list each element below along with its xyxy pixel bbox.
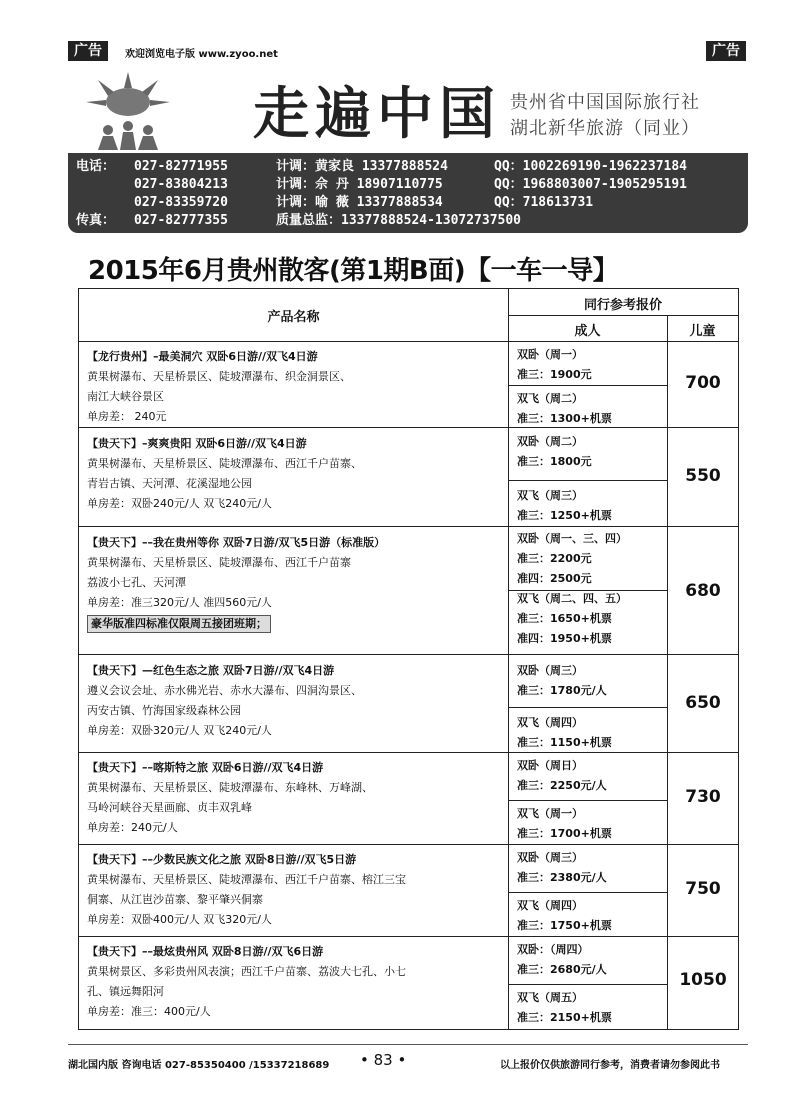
product-line: 马岭河峡谷天星画廊、贞丰双乳峰	[87, 801, 252, 814]
contact-number: 027-83359720	[134, 195, 228, 210]
product-line: 荔波小七孔、天河潭	[87, 576, 186, 589]
price-line: 准三：1750+机票	[517, 919, 612, 932]
product-line: 遵义会议会址、赤水佛光岩、赤水大瀑布、四洞沟景区、	[87, 684, 362, 697]
table-row	[79, 844, 740, 938]
product-line: 黄果树瀑布、天星桥景区、陡坡潭瀑布、西江千户苗寨	[87, 556, 351, 569]
price-line: 准四：2500元	[517, 572, 592, 585]
header-band	[68, 62, 748, 156]
child-price: 700	[685, 373, 721, 393]
cell-divider	[508, 480, 667, 481]
price-line: 准四：1950+机票	[517, 632, 612, 645]
product-line: 孔、镇远舞阳河	[87, 985, 164, 998]
footer-divider	[68, 1044, 748, 1045]
price-line: 双卧：（周四）	[517, 943, 589, 956]
price-line: 双卧（周三）	[517, 664, 583, 677]
price-line: 准三：1150+机票	[517, 736, 612, 749]
product-cell	[87, 347, 505, 427]
product-line: 丙安古镇、竹海国家级森林公园	[87, 704, 241, 717]
product-title: 【贵天下】—红色生态之旅 双卧7日游//双飞4日游	[87, 664, 335, 677]
contact-box	[68, 153, 748, 233]
contact-role: 计调：喻 薇 13377888534	[276, 195, 443, 210]
product-line: 黄果树瀑布、天星桥景区、陡坡潭瀑布、西江千户苗寨、	[87, 457, 362, 470]
col-child-header: 儿童	[689, 324, 716, 339]
table-row	[79, 428, 740, 528]
page-title: 2015年6月贵州散客(第1期B面)【一车一导】	[88, 256, 619, 286]
welcome-text[interactable]: 欢迎浏览电子版 www.zyoo.net	[125, 49, 278, 60]
price-line: 准三：1700+机票	[517, 827, 612, 840]
adult-price-cell	[517, 529, 667, 649]
product-cell	[87, 850, 505, 930]
price-line: 双飞（周四）	[517, 899, 583, 912]
price-line: 双飞（周二）	[517, 392, 583, 405]
col-adult-header: 成人	[574, 324, 601, 339]
product-line: 黄果树瀑布、天星桥景区、陡坡潭瀑布、东峰林、万峰湖、	[87, 781, 373, 794]
product-cell	[87, 758, 505, 838]
footer-right: 以上报价仅供旅游同行参考，消费者请勿参阅此书	[500, 1060, 720, 1071]
price-line: 准三：1900元	[517, 368, 592, 381]
product-line: 单房差：240元/人	[87, 821, 178, 834]
col-price-header: 同行参考报价	[583, 298, 662, 313]
ad-label-right: 广告	[706, 41, 746, 61]
price-line: 准三：1780元/人	[517, 684, 607, 697]
product-title: 【贵天下】––少数民族文化之旅 双卧8日游//双飞5日游	[87, 853, 357, 866]
price-line: 双卧（周三）	[517, 851, 583, 864]
col-product-header: 产品名称	[267, 310, 320, 325]
cell-divider	[508, 800, 667, 801]
contact-number: 027-83804213	[134, 177, 228, 192]
price-line: 准三：2380元/人	[517, 871, 607, 884]
price-line: 准三：1300+机票	[517, 412, 612, 425]
product-title: 【贵天下】––我在贵州等你 双卧7日游/双飞5日游（标准版）	[87, 536, 386, 549]
price-line: 双飞（周四）	[517, 716, 583, 729]
price-line: 准三：2250元/人	[517, 779, 607, 792]
product-line: 黄果树景区、多彩贵州风表演；西江千户苗寨、荔波大七孔、小七	[87, 965, 406, 978]
product-line: 单房差：准三：400元/人	[87, 1005, 211, 1018]
product-line: 南江大峡谷景区	[87, 390, 164, 403]
product-line: 青岩古镇、天河潭、花溪湿地公园	[87, 477, 252, 490]
sun-dancers-logo-icon	[68, 62, 188, 152]
child-price: 550	[685, 466, 721, 486]
contact-qq: QQ：718613731	[494, 195, 594, 210]
price-line: 准三：1800元	[517, 455, 592, 468]
price-line: 准三：2200元	[517, 552, 592, 565]
contact-qq: QQ：1002269190-1962237184	[494, 159, 688, 174]
product-title: 【贵天下】––喀斯特之旅 双卧6日游//双飞4日游	[87, 761, 324, 774]
price-table	[78, 288, 739, 1030]
contact-number: 027-82771955	[134, 159, 228, 174]
child-price: 730	[685, 787, 721, 807]
product-line: 黄果树瀑布、天星桥景区、陡坡潭瀑布、西江千户苗寨、榕江三宝	[87, 873, 406, 886]
price-line: 准三：2680元/人	[517, 963, 607, 976]
price-line: 准三：1250+机票	[517, 509, 612, 522]
contact-role: 质量总监：13377888524-13072737500	[276, 213, 522, 228]
price-line: 双飞（周三）	[517, 489, 583, 502]
adult-price-cell	[517, 432, 667, 526]
cell-divider	[508, 892, 667, 893]
product-note: 豪华版准四标准仅限周五接团班期；	[87, 615, 271, 633]
cell-divider	[508, 707, 667, 708]
product-title: 【贵天下】–爽爽贵阳 双卧6日游//双飞4日游	[87, 437, 307, 450]
table-row	[79, 527, 740, 657]
page-number: • 83 •	[360, 1051, 407, 1069]
table-row	[79, 752, 740, 846]
ad-label-left: 广告	[68, 41, 108, 61]
product-line: 单房差： 240元	[87, 410, 167, 423]
child-price: 650	[685, 693, 721, 713]
footer-left: 湖北国内版 咨询电话 027-85350400 /15337218689	[68, 1060, 330, 1071]
agency-line-2: 湖北新华旅游（同业）	[510, 118, 700, 139]
price-line: 双飞（周一）	[517, 807, 583, 820]
price-line: 双卧（周一）	[517, 348, 583, 361]
table-row	[79, 655, 740, 755]
product-line: 单房差：双卧400元/人 双飞320元/人	[87, 913, 272, 926]
cell-divider	[508, 385, 667, 386]
product-line: 单房差：双卧240元/人 双飞240元/人	[87, 497, 272, 510]
contact-label: 传真：	[76, 213, 116, 228]
price-line: 准三：1650+机票	[517, 612, 612, 625]
product-cell	[87, 533, 505, 634]
table-row	[79, 936, 740, 1028]
price-line: 双卧（周一、三、四）	[517, 532, 627, 545]
product-title: 【贵天下】––最炫贵州风 双卧8日游//双飞6日游	[87, 945, 324, 958]
price-line: 准三：2150+机票	[517, 1011, 612, 1024]
child-price: 750	[685, 879, 721, 899]
product-cell	[87, 661, 505, 741]
product-cell	[87, 434, 505, 514]
contact-qq: QQ：1968803007-1905295191	[494, 177, 688, 192]
price-line: 双飞（周二、四、五）	[517, 592, 627, 605]
cell-divider	[508, 984, 667, 985]
child-price: 1050	[679, 970, 727, 990]
brand-title: 走遍中国	[253, 81, 501, 147]
cell-divider	[508, 590, 667, 591]
product-line: 单房差：准三320元/人 准四560元/人	[87, 596, 272, 609]
contact-number: 027-82777355	[134, 213, 228, 228]
agency-names	[510, 90, 700, 142]
contact-role: 计调：佘 丹 18907110775	[276, 177, 443, 192]
product-cell	[87, 942, 505, 1022]
product-title: 【龙行贵州】–最美洞穴 双卧6日游//双飞4日游	[87, 350, 318, 363]
adult-price-cell	[517, 345, 667, 429]
price-line: 双卧（周二）	[517, 435, 583, 448]
product-line: 侗寨、从江岜沙苗寨、黎平肇兴侗寨	[87, 893, 263, 906]
table-row	[79, 341, 740, 429]
product-line: 单房差：双卧320元/人 双飞240元/人	[87, 724, 272, 737]
price-line: 双飞（周五）	[517, 991, 583, 1004]
contact-role: 计调：黄家良 13377888524	[276, 159, 448, 174]
header-divider	[508, 315, 738, 316]
child-price: 680	[685, 581, 721, 601]
contact-label: 电话：	[76, 159, 116, 174]
agency-line-1: 贵州省中国国际旅行社	[510, 92, 700, 113]
product-line: 黄果树瀑布、天星桥景区、陡坡潭瀑布、织金洞景区、	[87, 370, 351, 383]
price-line: 双卧（周日）	[517, 759, 583, 772]
